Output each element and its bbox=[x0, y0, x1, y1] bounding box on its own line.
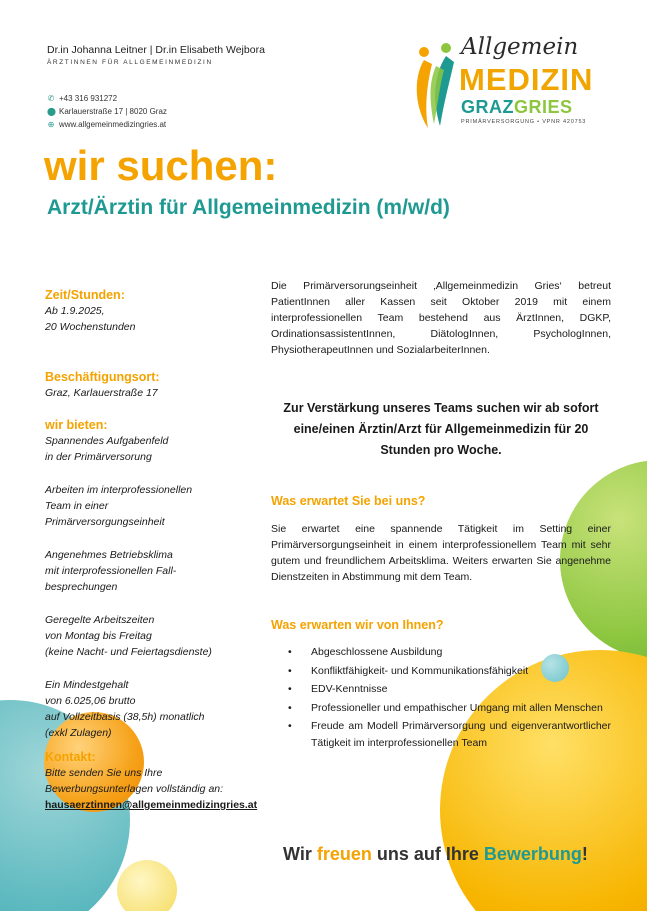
location-pin-icon: ⬤ bbox=[47, 107, 56, 116]
bieten-heading: wir bieten: bbox=[45, 418, 108, 432]
footer-word-freuen: freuen bbox=[316, 844, 372, 864]
footer-word-1: Wir bbox=[283, 844, 317, 864]
benefit-5-line-3: auf Vollzeitbasis (38,5h) monatlich bbox=[45, 711, 205, 723]
left-column bbox=[45, 287, 260, 813]
erwartet-text: Sie erwartet eine spannende Tätigkeit im Setting einer Primärversorgungseinheit in einem interprofessionellem Team mit sehr gutem und freundlichem Arbeitsklima. Weiters erwarten Sie angenehme Dienstzeiten in Abstimmung mit dem Team. bbox=[271, 523, 611, 583]
logo-word-graz: GRAZ bbox=[461, 97, 514, 117]
zeit-heading: Zeit/Stunden: bbox=[45, 288, 125, 302]
kontakt-line-2: Bewerbungsunterlagen vollständig an: bbox=[45, 783, 224, 795]
intro-text: Die Primärversorungseinheit ‚Allgemeinmedizin Gries‘ betreut PatientInnen aller Kassen seit Oktober 2019 mit einem interprofessionellen Team bestehend aus ÄrztInnen, DGKP, OrdinationsassistentInnen, DiätologInnen, PsychologInnen, PhysiotherapeutInnen und SozialarbeiterInnen. bbox=[271, 280, 611, 356]
requirement-item: • Konfliktfähigkeit- und Kommunikationsfähigkeit bbox=[271, 663, 611, 680]
address-text: Karlauerstraße 17 | 8020 Graz bbox=[59, 107, 167, 116]
logo-figures-icon bbox=[410, 40, 458, 132]
benefit-5-line-1: Ein Mindestgehalt bbox=[45, 679, 129, 691]
requirements-list bbox=[271, 644, 611, 751]
footer-slogan bbox=[283, 844, 588, 865]
requirement-item: • Abgeschlossene Ausbildung bbox=[271, 644, 611, 661]
kontakt-heading: Kontakt: bbox=[45, 750, 96, 764]
deco-yellow-circle-small bbox=[117, 860, 177, 911]
doctors-subtitle: ÄRZTINNEN FÜR ALLGEMEINMEDIZIN bbox=[47, 59, 213, 66]
benefit-3 bbox=[45, 547, 260, 595]
benefit-2 bbox=[45, 482, 260, 530]
zeit-line-1: Ab 1.9.2025, bbox=[45, 305, 105, 317]
erwarten-heading: Was erwarten wir von Ihnen? bbox=[271, 618, 444, 632]
benefit-5-line-2: von 6.025,06 brutto bbox=[45, 695, 136, 707]
benefit-3-line-2: mit interprofessionellen Fall- bbox=[45, 565, 177, 577]
benefit-1-line-2: in der Primärversorung bbox=[45, 451, 152, 463]
email-link[interactable]: hausaerztinnen@allgemeinmedizingries.at bbox=[45, 799, 258, 811]
job-title: Arzt/Ärztin für Allgemeinmedizin (m/w/d) bbox=[47, 196, 450, 219]
requirement-item: • Professioneller und empathischer Umgang mit allen Menschen bbox=[271, 700, 611, 717]
footer-word-5: ! bbox=[581, 844, 588, 864]
kontakt-line-1: Bitte senden Sie uns Ihre bbox=[45, 767, 163, 779]
requirements-list-wrap bbox=[271, 644, 611, 753]
requirement-item: • EDV-Kenntnisse bbox=[271, 681, 611, 698]
ort-line: Graz, Karlauerstraße 17 bbox=[45, 387, 158, 399]
ort-heading: Beschäftigungsort: bbox=[45, 370, 160, 384]
benefit-5 bbox=[45, 677, 260, 741]
footer-word-3: uns auf Ihre bbox=[371, 844, 484, 864]
phone-text: +43 316 931272 bbox=[59, 94, 118, 103]
benefit-3-line-3: besprechungen bbox=[45, 581, 118, 593]
benefit-2-line-2: Team in einer bbox=[45, 500, 109, 512]
benefit-1-line-1: Spannendes Aufgabenfeld bbox=[45, 435, 169, 447]
benefit-2-line-1: Arbeiten im interprofessionellen bbox=[45, 484, 193, 496]
website-text: www.allgemeinmedizingries.at bbox=[59, 120, 167, 129]
contact-address bbox=[47, 107, 167, 116]
benefit-1 bbox=[45, 433, 260, 465]
contact-website bbox=[47, 120, 166, 129]
benefit-3-line-1: Angenehmes Betriebsklima bbox=[45, 549, 173, 561]
logo-word-grazgries bbox=[461, 97, 573, 118]
benefit-2-line-3: Primärversorgungseinheit bbox=[45, 516, 165, 528]
logo-word-medizin: MEDIZIN bbox=[459, 62, 594, 97]
footer-word-bewerbung: Bewerbung bbox=[483, 844, 582, 864]
benefit-4 bbox=[45, 612, 260, 660]
contact-phone bbox=[47, 94, 117, 103]
benefit-4-line-2: von Montag bis Freitag bbox=[45, 630, 152, 642]
benefit-4-line-3: (keine Nacht- und Feiertagsdienste) bbox=[45, 646, 212, 658]
highlight-text: Zur Verstärkung unseres Teams suchen wir ab sofort eine/einen Ärztin/Arzt für Allgemeinmedizin für 20 Stunden pro Woche. bbox=[283, 401, 599, 457]
logo-word-allgemein: Allgemein bbox=[461, 34, 579, 60]
benefit-5-line-4: (exkl Zulagen) bbox=[45, 727, 112, 739]
doctors-names: Dr.in Johanna Leitner | Dr.in Elisabeth Wejbora bbox=[47, 44, 265, 56]
logo-subtitle: PRIMÄRVERSORGUNG • VPNR 420753 bbox=[461, 119, 587, 125]
requirement-item: • Freude am Modell Primärversorgung und eigenverantwortlicher Tätigkeit im interprofessionellen Team bbox=[271, 718, 611, 751]
zeit-line-2: 20 Wochenstunden bbox=[45, 321, 136, 333]
phone-icon: ✆ bbox=[47, 94, 55, 103]
benefit-4-line-1: Geregelte Arbeitszeiten bbox=[45, 614, 155, 626]
logo-word-gries: GRIES bbox=[514, 97, 573, 117]
erwartet-heading: Was erwartet Sie bei uns? bbox=[271, 494, 426, 508]
headline: wir suchen: bbox=[44, 142, 278, 189]
globe-icon: ⊕ bbox=[47, 120, 55, 129]
